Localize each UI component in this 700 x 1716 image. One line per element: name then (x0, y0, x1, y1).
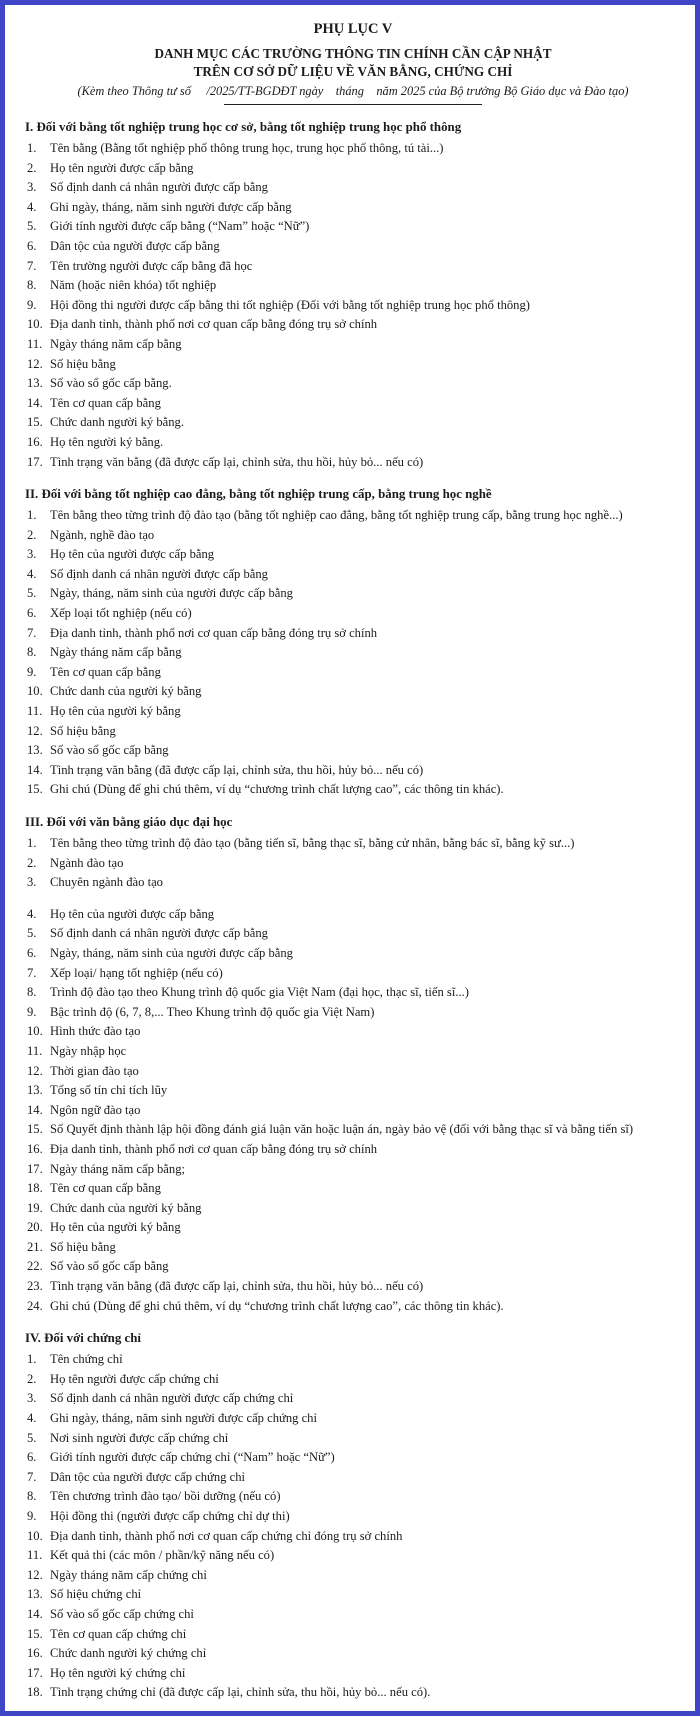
item-text: Họ tên của người được cấp bằng (50, 906, 215, 921)
item-text: Số vào sổ gốc cấp chứng chỉ (50, 1606, 194, 1621)
item-text: Tên chứng chỉ (50, 1352, 123, 1367)
item-text: Tên chương trình đào tạo/ bồi dưỡng (nếu có) (50, 1489, 281, 1504)
item-number: 11. (27, 1548, 43, 1563)
item-text: Ghi chú (Dùng để ghi chú thêm, ví dụ “chương trình chất lượng cao”, các thông tin khác). (50, 782, 504, 797)
list-item (27, 873, 685, 893)
item-text: Số hiệu chứng chỉ (50, 1587, 142, 1602)
item-number: 14. (27, 762, 43, 777)
item-text: Tên cơ quan cấp bằng (50, 664, 161, 679)
item-number: 10. (27, 684, 43, 699)
sections-container (21, 117, 685, 1703)
item-number: 9. (27, 1004, 37, 1019)
item-text: Họ tên của người được cấp bằng (50, 547, 215, 562)
item-number: 11. (27, 1043, 43, 1058)
list-item (27, 1625, 685, 1645)
list-item (27, 1238, 685, 1258)
list-item (27, 315, 685, 335)
list-item (27, 1664, 685, 1684)
item-text: Ghi ngày, tháng, năm sinh người được cấp chứng chỉ (50, 1411, 317, 1426)
item-text: Số hiệu bằng (50, 1239, 116, 1254)
item-text: Tên bằng theo từng trình độ đào tạo (bằng tốt nghiệp cao đẳng, bằng tốt nghiệp trung cấp, bằng trung học nghề...) (50, 508, 623, 523)
list-item (27, 433, 685, 453)
item-text: Năm (hoặc niên khóa) tốt nghiệp (50, 278, 217, 293)
list-item (27, 1644, 685, 1664)
list-item (27, 1199, 685, 1219)
item-text: Dân tộc của người được cấp bằng (50, 238, 220, 253)
list-item (27, 198, 685, 218)
item-text: Ngày, tháng, năm sinh của người được cấp bằng (50, 945, 293, 960)
item-text: Họ tên người được cấp chứng chỉ (50, 1371, 219, 1386)
item-number: 8. (27, 985, 37, 1000)
list-item (27, 1062, 685, 1082)
list-item (27, 722, 685, 742)
list-item (27, 565, 685, 585)
list-item (27, 924, 685, 944)
item-text: Tên trường người được cấp bằng đã học (50, 258, 253, 273)
list-item (27, 983, 685, 1003)
list-item (27, 761, 685, 781)
list-item (27, 1257, 685, 1277)
list-item (27, 1042, 685, 1062)
item-number: 7. (27, 625, 37, 640)
list-item (27, 741, 685, 761)
item-number: 15. (27, 1122, 43, 1137)
document-header (21, 19, 685, 105)
item-number: 20. (27, 1220, 43, 1235)
list-item (27, 335, 685, 355)
item-number: 1. (27, 508, 37, 523)
item-number: 13. (27, 743, 43, 758)
list-item (27, 1527, 685, 1547)
item-number: 24. (27, 1298, 43, 1313)
item-number: 19. (27, 1200, 43, 1215)
item-text: Ngày tháng năm cấp bằng (50, 336, 182, 351)
list-item (27, 394, 685, 414)
list-item (27, 1389, 685, 1409)
item-text: Địa danh tỉnh, thành phố nơi cơ quan cấp bằng đóng trụ sở chính (50, 317, 378, 332)
item-number: 18. (27, 1181, 43, 1196)
item-text: Xếp loại/ hạng tốt nghiệp (nếu có) (50, 965, 223, 980)
section (21, 1328, 685, 1703)
item-text: Số vào sổ gốc cấp bằng (50, 1259, 169, 1274)
item-number: 6. (27, 945, 37, 960)
list-item (27, 1507, 685, 1527)
item-text: Giới tính người được cấp bằng (“Nam” hoặc “Nữ”) (50, 219, 310, 234)
list-item (27, 217, 685, 237)
list-item (27, 1683, 685, 1703)
item-number: 12. (27, 1567, 43, 1582)
item-text: Xếp loại tốt nghiệp (nếu có) (50, 606, 192, 621)
item-number: 6. (27, 1450, 37, 1465)
item-text: Số vào sổ gốc cấp bằng (50, 743, 169, 758)
list-item (27, 1022, 685, 1042)
item-number: 1. (27, 141, 37, 155)
list-item (27, 1468, 685, 1488)
item-text: Ngày tháng năm cấp bằng; (50, 1161, 185, 1176)
item-number: 15. (27, 1626, 43, 1641)
section-heading: IV. Đối với chứng chỉ (25, 1331, 141, 1346)
list-item (27, 413, 685, 433)
item-number: 12. (27, 723, 43, 738)
item-number: 3. (27, 875, 37, 890)
item-number: 17. (27, 454, 43, 469)
item-number: 1. (27, 836, 37, 850)
section-heading: III. Đối với văn bằng giáo dục đại học (25, 815, 233, 829)
list-item (27, 1448, 685, 1468)
item-number: 2. (27, 1371, 37, 1386)
item-text: Tên cơ quan cấp bằng (50, 1181, 161, 1196)
document-content (5, 5, 695, 1713)
item-text: Họ tên người ký chứng chỉ (50, 1665, 186, 1680)
item-number: 9. (27, 1509, 37, 1523)
list-item (27, 1297, 685, 1317)
item-number: 10. (27, 317, 43, 332)
item-number: 17. (27, 1161, 43, 1176)
item-number: 14. (27, 1606, 43, 1621)
item-text: Tình trạng văn bằng (đã được cấp lại, chỉnh sửa, thu hồi, hủy bỏ... nếu có) (50, 762, 424, 777)
item-text: Số định danh cá nhân người được cấp bằng (50, 180, 268, 195)
section (21, 117, 685, 472)
list-item (27, 1101, 685, 1121)
item-number: 10. (27, 1528, 43, 1543)
item-text: Ngành đào tạo (50, 855, 124, 870)
item-text: Bậc trình độ (6, 7, 8,... Theo Khung trình độ quốc gia Việt Nam) (50, 1004, 375, 1019)
item-number: 7. (27, 258, 37, 273)
header-divider (224, 104, 482, 105)
list-item (27, 1218, 685, 1238)
item-number: 3. (27, 547, 37, 562)
item-number: 13. (27, 376, 43, 391)
item-number: 5. (27, 1430, 37, 1445)
item-number: 4. (27, 1411, 37, 1426)
item-text: Hình thức đào tạo (50, 1024, 141, 1039)
list-item (27, 604, 685, 624)
list-item (27, 178, 685, 198)
item-number: 22. (27, 1259, 43, 1274)
item-number: 12. (27, 1063, 43, 1078)
list-item (27, 1350, 685, 1370)
item-text: Kết quả thi (các môn / phần/kỹ năng nếu có) (50, 1548, 275, 1563)
list-item (27, 905, 685, 925)
item-text: Họ tên người ký bằng. (50, 434, 164, 449)
section (21, 812, 685, 1316)
item-number: 4. (27, 199, 37, 214)
item-text: Số vào sổ gốc cấp bằng. (50, 376, 172, 391)
item-number: 16. (27, 1646, 43, 1661)
item-number: 9. (27, 297, 37, 312)
item-text: Thời gian đào tạo (50, 1063, 139, 1078)
item-number: 6. (27, 238, 37, 253)
item-text: Ghi ngày, tháng, năm sinh người được cấp bằng (50, 199, 292, 214)
item-text: Ngày tháng năm cấp chứng chỉ (50, 1567, 207, 1582)
item-number: 10. (27, 1024, 43, 1039)
list-item (27, 237, 685, 257)
list-item (27, 1179, 685, 1199)
item-text: Giới tính người được cấp chứng chỉ (“Nam” hoặc “Nữ”) (50, 1450, 335, 1465)
item-text: Họ tên của người ký bằng (50, 1220, 181, 1235)
item-text: Số hiệu bằng (50, 723, 116, 738)
item-text: Tên cơ quan cấp chứng chỉ (50, 1626, 187, 1641)
list-item (27, 1566, 685, 1586)
list-item (27, 780, 685, 800)
list-item (27, 526, 685, 546)
appendix-title: PHỤ LỤC V (313, 21, 393, 37)
list-item (27, 944, 685, 964)
item-number: 3. (27, 1391, 37, 1406)
list-item (27, 159, 685, 179)
item-text: Địa danh tỉnh, thành phố nơi cơ quan cấp bằng đóng trụ sở chính (50, 625, 378, 640)
list-item (27, 1003, 685, 1023)
list-item (27, 1081, 685, 1101)
list-item (27, 257, 685, 277)
list-item (27, 139, 685, 159)
list-item (27, 643, 685, 663)
item-number: 3. (27, 180, 37, 195)
item-text: Hội đồng thi (người được cấp chứng chỉ dự thi) (50, 1509, 290, 1523)
item-number: 12. (27, 356, 43, 371)
item-number: 23. (27, 1279, 43, 1294)
item-text: Tình trạng văn bằng (đã được cấp lại, chỉnh sửa, thu hồi, hủy bỏ... nếu có) (50, 454, 424, 469)
item-number: 9. (27, 664, 37, 679)
attachment-note: (Kèm theo Thông tư số /2025/TT-BGDĐT ngày tháng năm 2025 của Bộ trưởng Bộ Giáo dục và Đào tạo) (77, 84, 629, 98)
item-number: 1. (27, 1352, 37, 1367)
item-text: Tên cơ quan cấp bằng (50, 395, 161, 410)
list-item (27, 702, 685, 722)
item-number: 16. (27, 434, 43, 449)
document-subtitle-line2: TRÊN CƠ SỞ DỮ LIỆU VỀ VĂN BẰNG, CHỨNG CHỈ (193, 64, 513, 79)
item-text: Ghi chú (Dùng để ghi chú thêm, ví dụ “chương trình chất lượng cao”, các thông tin khác). (50, 1298, 504, 1313)
item-text: Nơi sinh người được cấp chứng chỉ (50, 1430, 229, 1445)
item-number: 8. (27, 645, 37, 660)
item-number: 11. (27, 704, 43, 719)
item-number: 13. (27, 1587, 43, 1602)
list-item (27, 355, 685, 375)
item-text: Tình trạng chứng chỉ (đã được cấp lại, chỉnh sửa, thu hồi, hủy bỏ... nếu có). (50, 1685, 431, 1700)
list-item (27, 1120, 685, 1140)
item-number: 13. (27, 1083, 43, 1098)
item-text: Họ tên của người ký bằng (50, 704, 181, 719)
item-number: 21. (27, 1239, 43, 1254)
section-heading: II. Đối với bằng tốt nghiệp cao đẳng, bằng tốt nghiệp trung cấp, bằng trung học nghề (25, 487, 492, 502)
item-number: 5. (27, 586, 37, 601)
item-number: 8. (27, 278, 37, 293)
item-number: 17. (27, 1665, 43, 1680)
item-number: 2. (27, 855, 37, 870)
list-item (27, 682, 685, 702)
item-number: 2. (27, 160, 37, 175)
item-text: Chức danh của người ký bằng (50, 1200, 202, 1215)
list-item (27, 584, 685, 604)
item-number: 6. (27, 606, 37, 621)
item-text: Chức danh của người ký bằng (50, 684, 202, 699)
list-item (27, 1409, 685, 1429)
list-item (27, 276, 685, 296)
list-item (27, 663, 685, 683)
item-text: Chức danh người ký bằng. (50, 415, 184, 430)
list-item (27, 834, 685, 854)
item-text: Số Quyết định thành lập hội đồng đánh giá luận văn hoặc luận án, ngày bảo vệ (đối với bằng thạc sĩ và bằng tiến sĩ) (50, 1122, 634, 1137)
item-text: Dân tộc của người được cấp chứng chỉ (50, 1469, 246, 1484)
list-item (27, 506, 685, 526)
list-item (27, 1370, 685, 1390)
item-text: Ngày tháng năm cấp bằng (50, 645, 182, 660)
item-text: Số hiệu bằng (50, 356, 116, 371)
list-item (27, 296, 685, 316)
section (21, 484, 685, 800)
item-text: Ngành, nghề đào tạo (50, 527, 155, 542)
list-item (27, 1429, 685, 1449)
item-text: Ngôn ngữ đào tạo (50, 1102, 141, 1117)
item-text: Chuyên ngành đào tạo (50, 875, 163, 890)
item-text: Ngày nhập học (50, 1043, 127, 1058)
list-item (27, 1160, 685, 1180)
item-text: Địa danh tỉnh, thành phố nơi cơ quan cấp bằng đóng trụ sở chính (50, 1141, 378, 1156)
item-text: Tình trạng văn bằng (đã được cấp lại, chỉnh sửa, thu hồi, hủy bỏ... nếu có) (50, 1279, 424, 1294)
item-number: 15. (27, 415, 43, 430)
item-number: 7. (27, 965, 37, 980)
item-number: 4. (27, 906, 37, 921)
item-number: 4. (27, 566, 37, 581)
item-number: 16. (27, 1141, 43, 1156)
list-item (27, 1487, 685, 1507)
list-item (27, 1585, 685, 1605)
item-text: Số định danh cá nhân người được cấp bằng (50, 926, 268, 941)
list-item (27, 854, 685, 874)
list-item (27, 374, 685, 394)
item-text: Số định danh cá nhân người được cấp bằng (50, 566, 268, 581)
item-number: 8. (27, 1489, 37, 1504)
list-item (27, 545, 685, 565)
item-text: Tên bằng (Bằng tốt nghiệp phổ thông trung học, trung học phổ thông, tú tài...) (50, 141, 444, 155)
item-text: Số định danh cá nhân người được cấp chứng chỉ (50, 1391, 294, 1406)
item-text: Tổng số tín chỉ tích lũy (50, 1083, 168, 1098)
item-number: 15. (27, 782, 43, 797)
document-subtitle-line1: DANH MỤC CÁC TRƯỜNG THÔNG TIN CHÍNH CẦN CẬP NHẬT (154, 46, 552, 61)
item-text: Họ tên người được cấp bằng (50, 160, 194, 175)
list-item (27, 453, 685, 473)
list-item (27, 1277, 685, 1297)
item-number: 5. (27, 219, 37, 234)
section-heading: I. Đối với bằng tốt nghiệp trung học cơ sở, bằng tốt nghiệp trung học phổ thông (25, 120, 462, 134)
list-item (27, 624, 685, 644)
list-item (27, 1605, 685, 1625)
item-text: Trình độ đào tạo theo Khung trình độ quốc gia Việt Nam (đại học, thạc sĩ, tiến sĩ...) (50, 985, 469, 1000)
item-text: Tên bằng theo từng trình độ đào tạo (bằng tiến sĩ, bằng thạc sĩ, bằng cử nhân, bằng bác sĩ, bằng kỹ sư...) (50, 836, 575, 850)
item-number: 11. (27, 336, 43, 351)
item-number: 18. (27, 1685, 43, 1700)
item-number: 2. (27, 527, 37, 542)
item-number: 14. (27, 395, 43, 410)
item-text: Ngày, tháng, năm sinh của người được cấp bằng (50, 586, 293, 601)
item-text: Hội đồng thi người được cấp bằng thi tốt nghiệp (Đối với bằng tốt nghiệp trung học phổ thông) (50, 297, 530, 312)
list-item (27, 1140, 685, 1160)
list-item (27, 1546, 685, 1566)
item-number: 5. (27, 926, 37, 941)
item-text: Địa danh tỉnh, thành phố nơi cơ quan cấp chứng chỉ đóng trụ sở chính (50, 1528, 403, 1543)
item-text: Chức danh người ký chứng chỉ (50, 1646, 207, 1661)
item-number: 14. (27, 1102, 43, 1117)
item-number: 7. (27, 1469, 37, 1484)
list-item (27, 964, 685, 984)
